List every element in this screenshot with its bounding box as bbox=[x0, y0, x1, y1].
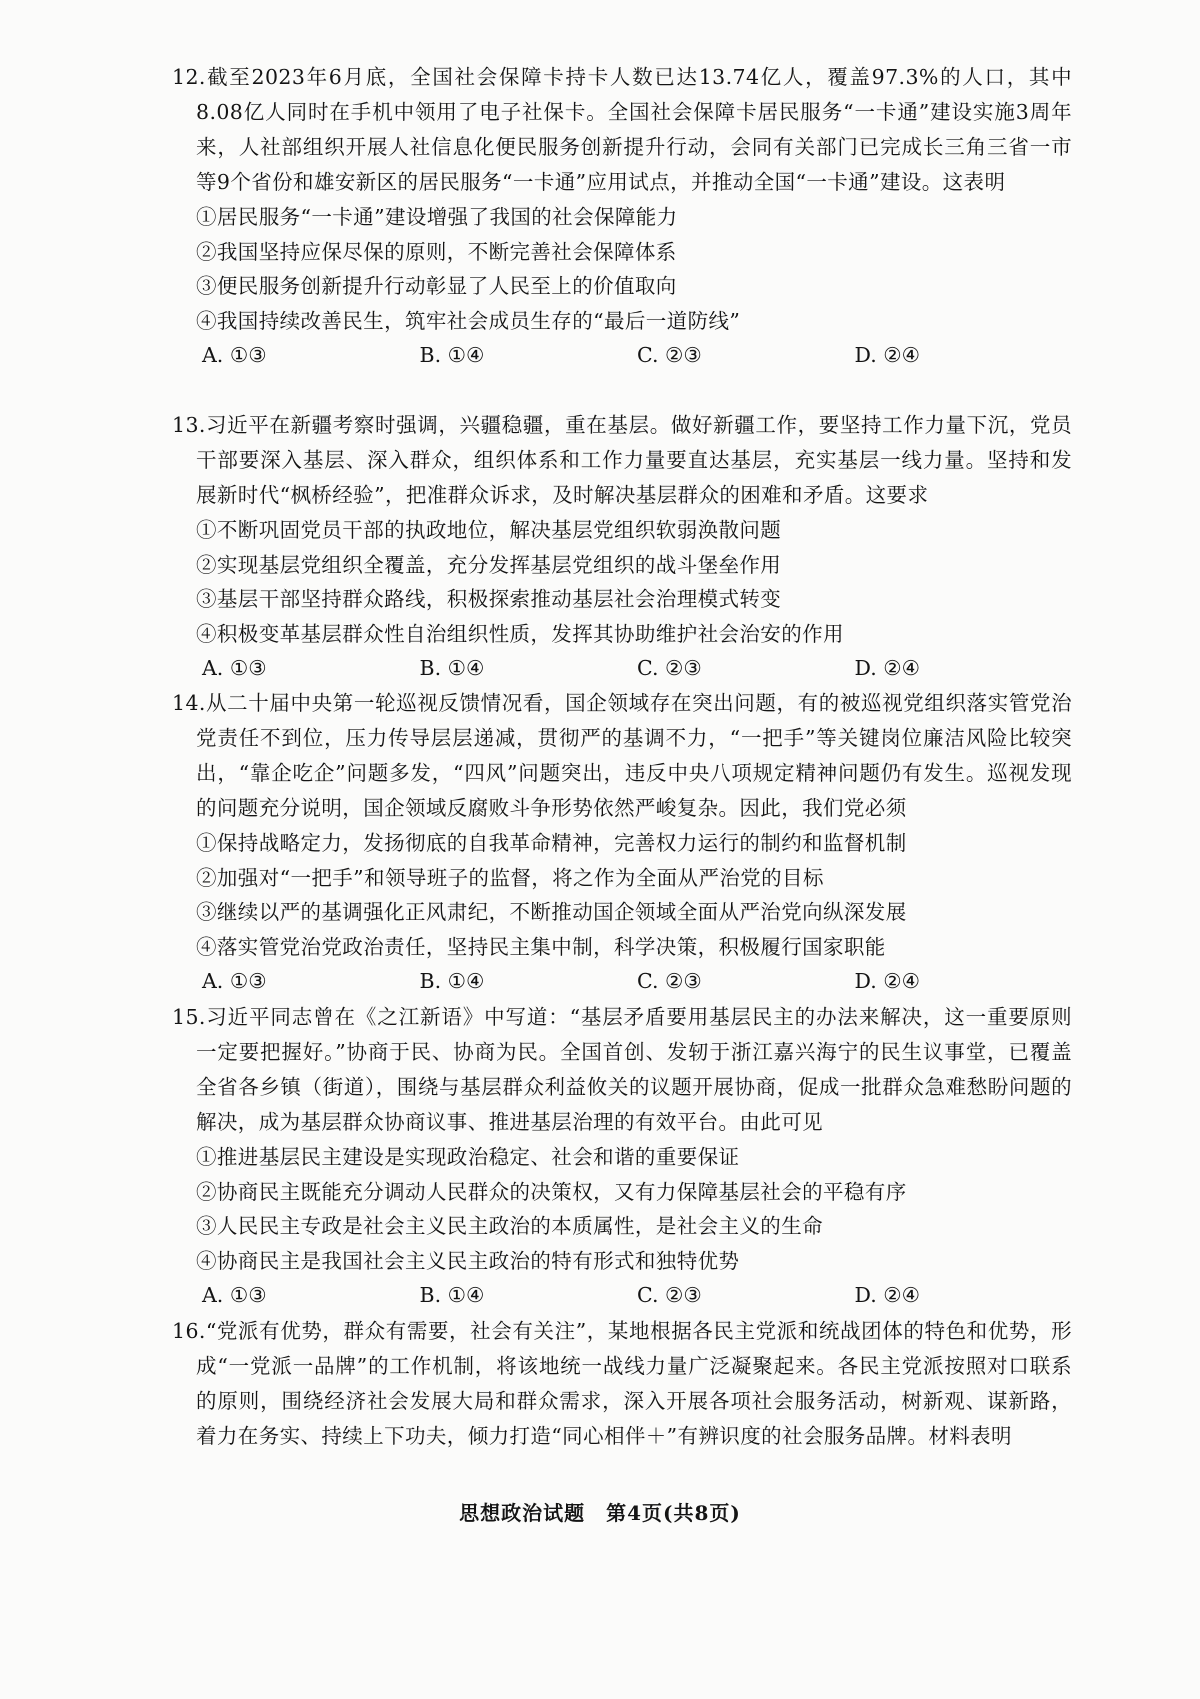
option-3: ③继续以严的基调强化正风肃纪，不断推动国企领域全面从严治党向纵深发展 bbox=[196, 900, 907, 924]
option-3: ③人民民主专政是社会主义民主政治的本质属性，是社会主义的生命 bbox=[196, 1214, 823, 1238]
question-number: 12. bbox=[172, 65, 206, 89]
choice-b: B. ①④ bbox=[419, 1283, 485, 1307]
question-15 bbox=[172, 1000, 1072, 1312]
choice-c: C. ②③ bbox=[637, 343, 702, 367]
choice-b: B. ①④ bbox=[419, 969, 485, 993]
question-12 bbox=[172, 60, 1072, 372]
answer-choices bbox=[172, 338, 1072, 372]
option-1: ①不断巩固党员干部的执政地位，解决基层党组织软弱涣散问题 bbox=[196, 518, 782, 542]
question-stem: 从二十届中央第一轮巡视反馈情况看，国企领域存在突出问题，有的被巡视党组织落实管党治党责任不到位，压力传导层层递减，贯彻严的基调不力，“一把手”等关键岗位廉洁风险比较突出，“靠企吃企”问题多发，“四风”问题突出，违反中央八项规定精神问题仍有发生。巡视发现的问题充分说明，国企领域反腐败斗争形势依然严峻复杂。因此，我们党必须 bbox=[196, 691, 1072, 820]
option-4: ④落实管党治党政治责任，坚持民主集中制，科学决策，积极履行国家职能 bbox=[196, 934, 886, 959]
choice-c: C. ②③ bbox=[637, 969, 702, 993]
choice-c: C. ②③ bbox=[637, 656, 702, 680]
page-footer: 思想政治试题 第4页(共8页) bbox=[459, 1501, 741, 1525]
question-13 bbox=[172, 408, 1072, 685]
answer-choices bbox=[172, 651, 1072, 685]
option-4: ④协商民主是我国社会主义民主政治的特有形式和独特优势 bbox=[196, 1248, 740, 1273]
option-2: ②加强对“一把手”和领导班子的监督，将之作为全面从严治党的目标 bbox=[196, 865, 824, 890]
answer-choices bbox=[172, 964, 1072, 998]
option-2: ②我国坚持应保尽保的原则，不断完善社会保障体系 bbox=[196, 239, 677, 264]
question-16 bbox=[172, 1314, 1072, 1454]
question-stem: “党派有优势，群众有需要，社会有关注”，某地根据各民主党派和统战团体的特色和优势，形成“一党派一品牌”的工作机制，将该地统一战线力量广泛凝聚起来。各民主党派按照对口联系的原则，围绕经济社会发展大局和群众需求，深入开展各项社会服务活动，树新观、谋新路，着力在务实、持续上下功夫，倾力打造“同心相伴＋”有辨识度的社会服务品牌。材料表明 bbox=[196, 1319, 1072, 1448]
question-number: 13. bbox=[172, 413, 206, 437]
choice-d: D. ②④ bbox=[854, 656, 920, 680]
option-2: ②实现基层党组织全覆盖，充分发挥基层党组织的战斗堡垒作用 bbox=[196, 552, 782, 577]
choice-d: D. ②④ bbox=[854, 969, 920, 993]
choice-c: C. ②③ bbox=[637, 1283, 702, 1307]
option-4: ④我国持续改善民生，筑牢社会成员生存的“最后一道防线” bbox=[196, 308, 741, 333]
option-1: ①保持战略定力，发扬彻底的自我革命精神，完善权力运行的制约和监督机制 bbox=[196, 831, 907, 855]
question-stem: 截至2023年6月底，全国社会保障卡持卡人数已达13.74亿人，覆盖97.3%的人口，其中8.08亿人同时在手机中领用了电子社保卡。全国社会保障卡居民服务“一卡通”建设实施3周年来，人社部组织开展人社信息化便民服务创新提升行动，会同有关部门已完成长三角三省一市等9个省份和雄安新区的居民服务“一卡通”应用试点，并推动全国“一卡通”建设。这表明 bbox=[196, 65, 1072, 194]
choice-a: A. ①③ bbox=[202, 343, 267, 367]
question-stem: 习近平在新疆考察时强调，兴疆稳疆，重在基层。做好新疆工作，要坚持工作力量下沉，党员干部要深入基层、深入群众，组织体系和工作力量要直达基层，充实基层一线力量。坚持和发展新时代“枫桥经验”，把准群众诉求，及时解决基层群众的困难和矛盾。这要求 bbox=[196, 413, 1072, 507]
choice-d: D. ②④ bbox=[854, 343, 920, 367]
choice-b: B. ①④ bbox=[419, 343, 485, 367]
choice-a: A. ①③ bbox=[202, 1283, 267, 1307]
option-3: ③基层干部坚持群众路线，积极探索推动基层社会治理模式转变 bbox=[196, 587, 782, 611]
option-2: ②协商民主既能充分调动人民群众的决策权，又有力保障基层社会的平稳有序 bbox=[196, 1179, 907, 1204]
choice-b: B. ①④ bbox=[419, 656, 485, 680]
option-4: ④积极变革基层群众性自治组织性质，发挥其协助维护社会治安的作用 bbox=[196, 621, 844, 646]
option-1: ①推进基层民主建设是实现政治稳定、社会和谐的重要保证 bbox=[196, 1145, 740, 1169]
choice-a: A. ①③ bbox=[202, 969, 267, 993]
option-3: ③便民服务创新提升行动彰显了人民至上的价值取向 bbox=[196, 274, 677, 298]
question-number: 15. bbox=[172, 1005, 206, 1029]
option-1: ①居民服务“一卡通”建设增强了我国的社会保障能力 bbox=[196, 205, 678, 229]
question-number: 14. bbox=[172, 691, 206, 715]
question-14 bbox=[172, 686, 1072, 998]
choice-a: A. ①③ bbox=[202, 656, 267, 680]
question-number: 16. bbox=[172, 1319, 206, 1343]
question-stem: 习近平同志曾在《之江新语》中写道：“基层矛盾要用基层民主的办法来解决，这一重要原则一定要把握好。”协商于民、协商为民。全国首创、发轫于浙江嘉兴海宁的民生议事堂，已覆盖全省各乡镇（街道），围绕与基层群众利益攸关的议题开展协商，促成一批群众急难愁盼问题的解决，成为基层群众协商议事、推进基层治理的有效平台。由此可见 bbox=[196, 1005, 1072, 1134]
choice-d: D. ②④ bbox=[854, 1283, 920, 1307]
answer-choices bbox=[172, 1278, 1072, 1312]
